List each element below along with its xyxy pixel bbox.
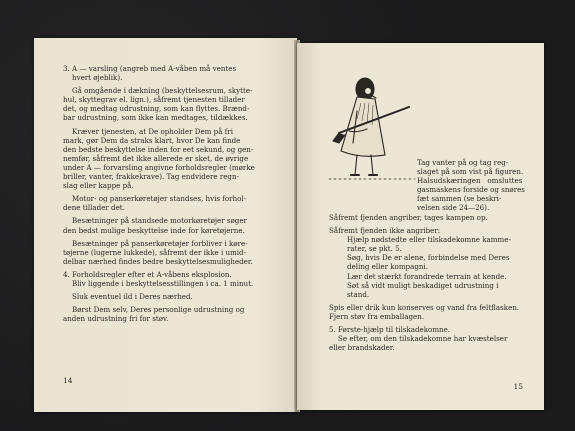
text-line: Hjælp nødstedte eller tilskadekomne kamme-: [329, 235, 511, 245]
text-line: Søt så vidt muligt beskadiget udrustning i: [329, 280, 499, 290]
right-page-number: 15: [513, 382, 523, 391]
text-line: Såfremt fjenden angriber, tages kampen op.: [329, 213, 488, 222]
text-line: slaget på som vist på figuren.: [417, 167, 524, 177]
text-line: Besætninger på panserkøretøjer forbliver i køre-: [63, 238, 248, 248]
left-page-text: [63, 64, 255, 323]
text-line: gasmaskens forside og snøres: [417, 185, 525, 195]
right-page-text: [329, 213, 519, 352]
text-line: Såfremt fjenden ikke angriber:: [329, 226, 441, 236]
text-line: hul, skyttegrav el. lign.), såfremt tjenesten tillader: [63, 95, 245, 105]
text-line: Kræver tjenesten, at De opholder Dem på fri: [63, 126, 233, 136]
left-page: [34, 38, 297, 412]
text-line: eller brandskader.: [329, 343, 395, 353]
text-line: Halsudskæringen omsluttes: [417, 176, 523, 186]
text-line: dene tillader det.: [63, 203, 125, 213]
soldier-gasmask-illustration: [327, 71, 417, 191]
text-line: Lær det stærkt forandrede terrain at kende.: [329, 271, 507, 281]
text-line: Børst Dem selv, Deres personlige udrustning og: [63, 305, 245, 315]
text-line: hvert øjeblik).: [63, 73, 123, 83]
text-line: stand.: [329, 289, 370, 299]
text-line: Besætninger på standsede motorkøretøjer søger: [63, 216, 247, 226]
text-line: den bedst mulige beskyttelse inde for køretøjerne.: [63, 225, 245, 235]
text-line: velsen side 24—26).: [417, 203, 490, 213]
text-line: 5. Første-hjælp til tilskadekomne.: [329, 325, 451, 335]
left-page-number: 14: [63, 376, 73, 385]
text-line: Søg, hvis De er alene, forbindelse med Deres: [329, 253, 510, 263]
text-line: det, og medtag udrustning, som kan flyttes. Brænd-: [63, 104, 250, 114]
text-line: Spis eller drik kun konserves og vand fra feltflasken.: [329, 302, 520, 312]
text-line: anden udrustning fri for støv.: [63, 314, 169, 324]
text-line: Gå omgående i dækning (beskyttelsesrum, skytte-: [63, 86, 253, 96]
text-line: under A — forvarsling angivne forholdsregler (mørke: [63, 162, 255, 172]
text-line: briller, vanter, frakkekrave). Tag endvidere regn-: [63, 172, 239, 182]
text-line: den bedste beskyttelse inden for eet sekund, og gen-: [63, 144, 254, 154]
text-line: nemfør, såfremt det ikke allerede er sket, de øvrige: [63, 153, 249, 163]
text-line: 4. Forholdsregler efter et A-våbens eksplosion.: [63, 269, 232, 279]
text-line: Motor- og panserkøretøjer standses, hvis forhol-: [63, 194, 247, 204]
text-line: deling eller kompagni.: [329, 262, 428, 272]
text-line: Sluk eventuel ild i Deres nærhed.: [63, 292, 193, 302]
text-line: delbar nærhed findes bedre beskyttelsesmuligheder.: [63, 256, 253, 266]
text-line: fæt sammen (se beskri-: [417, 194, 502, 204]
text-line: rater, se pkt. 5.: [329, 244, 402, 254]
text-line: slag eller kappe på.: [63, 181, 134, 191]
text-line: Fjern støv fra emballagen.: [329, 311, 425, 321]
text-line: Se efter, om den tilskadekomne har kvæstelser: [329, 334, 508, 344]
text-line: bar udrustning, som ikke kan medtages, tildækkes.: [63, 113, 248, 123]
text-line: Tag vanter på og tag reg-: [417, 158, 509, 167]
text-line: 3. A — varsling (angreb med A-våben må ventes: [63, 64, 237, 73]
text-line: Bliv liggende i beskyttelsesstillingen i ca. 1 minut.: [63, 278, 254, 288]
right-page: [297, 43, 544, 410]
text-line: tøjerne (lugerne lukkede), såfremt der ikke i umid-: [63, 247, 246, 257]
text-line: mark, gør Dem da straks klart, hvor De kan finde: [63, 135, 241, 145]
illustration-caption: [417, 158, 525, 213]
